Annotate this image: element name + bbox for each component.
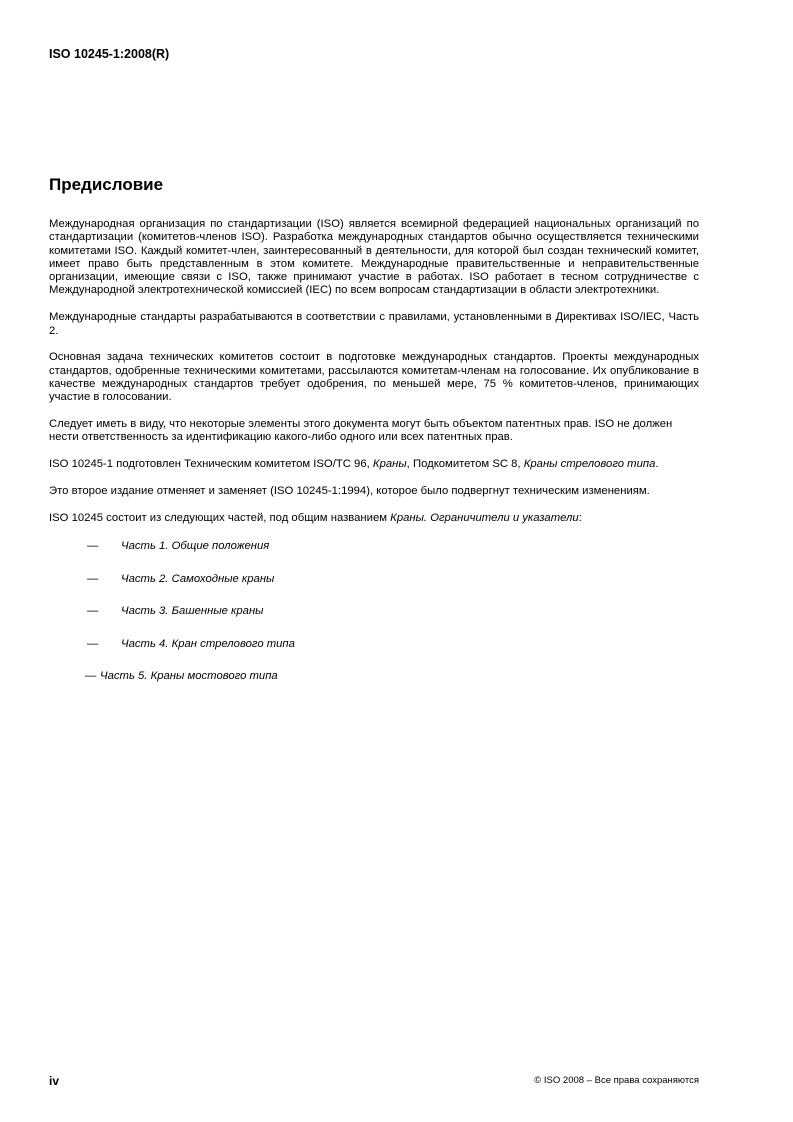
list-item	[49, 638, 699, 671]
p5-subcommittee-name: Краны стрелового типа	[523, 458, 656, 471]
paragraph-4: Следует иметь в виду, что некоторые элементы этого документа могут быть объектом патентных прав. ISO не должен нести ответственность за идентификацию какого-либо одного или всех патентных прав.	[49, 418, 673, 444]
p5-text-c: , Подкомитетом SC 8,	[406, 458, 524, 471]
paragraph-5	[49, 458, 699, 471]
dash-marker: —	[85, 670, 97, 683]
dash-marker: —	[87, 637, 99, 650]
list-item	[49, 540, 699, 573]
page-number: iv	[49, 1074, 60, 1088]
p5-committee-name: Краны	[372, 458, 407, 471]
paragraph-7	[49, 512, 699, 525]
list-item	[49, 670, 699, 703]
p5-text-a: ISO 10245-1 подготовлен Техническим комитетом ISO/TC 96,	[49, 458, 373, 471]
part-label: Часть 2. Самоходные краны	[121, 572, 275, 585]
list-item	[49, 573, 699, 606]
part-label: Часть 5. Краны мостового типа	[100, 670, 278, 683]
foreword-content	[49, 218, 699, 703]
p5-text-e: .	[655, 458, 659, 471]
paragraph-3: Основная задача технических комитетов состоит в подготовке международных стандартов. Проекты международных стандартов, одобренные техническими комитетами, рассылаются комитетам-членам на голосование. Их опубликование в качестве международных стандартов требует одобрения, по меньшей мере, 75 % комитетов-членов, принимающих участие в голосовании.	[49, 351, 699, 404]
part-label: Часть 4. Кран стрелового типа	[121, 637, 295, 650]
p7-text-a: ISO 10245 состоит из следующих частей, под общим названием	[49, 511, 391, 524]
paragraph-6: Это второе издание отменяет и заменяет (ISO 10245-1:1994), которое было подвергнут техническим изменениям.	[49, 484, 650, 497]
parts-list	[49, 540, 699, 703]
paragraph-1: Международная организация по стандартизации (ISO) является всемирной федерацией национальных организаций по стандартизации (комитетов-членов ISO). Разработка международных стандартов обычно осуществляется техническими комитетами ISO. Каждый комитет-член, заинтересованный в деятельности, для которой был создан технический комитет, имеет право быть представленным в этом комитете. Международные правительственные и неправительственные организации, имеющие связи с ISO, также принимают участие в работах. ISO работает в тесном сотрудничестве с Международной электротехнической комиссией (IEC) по всем вопросам стандартизации в области электротехники.	[49, 218, 699, 297]
part-label: Часть 3. Башенные краны	[121, 605, 264, 618]
p7-text-c: :	[578, 511, 582, 524]
dash-marker: —	[87, 572, 99, 585]
section-title: Предисловие	[49, 175, 164, 194]
dash-marker: —	[87, 540, 99, 553]
part-label: Часть 1. Общие положения	[121, 540, 270, 553]
dash-marker: —	[87, 605, 99, 618]
paragraph-2: Международные стандарты разрабатываются в соответствии с правилами, установленными в Директивах ISO/IEC, Часть 2.	[49, 311, 699, 337]
list-item	[49, 605, 699, 638]
p7-general-title: Краны. Ограничители и указатели	[390, 511, 579, 524]
copyright-notice: © ISO 2008 – Все права сохраняются	[534, 1075, 699, 1086]
document-id: ISO 10245-1:2008(R)	[49, 47, 170, 61]
